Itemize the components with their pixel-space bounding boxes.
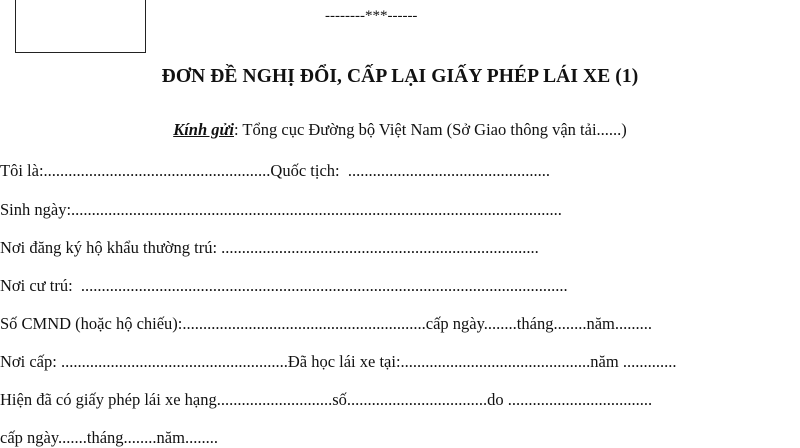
- field-license-issue-date: cấp ngày.......tháng........năm........: [0, 428, 218, 447]
- recipient-line: [0, 120, 800, 140]
- photo-box: [15, 0, 146, 53]
- recipient-text: : Tổng cục Đường bộ Việt Nam (Sở Giao thông vận tải......): [234, 120, 627, 139]
- header-separator: --------***------: [325, 8, 418, 24]
- field-full-name-nationality: Tôi là:.......................................................Quốc tịch: .................................................: [0, 161, 550, 180]
- field-date-of-birth: Sinh ngày:.......................................................................................................................: [0, 200, 562, 219]
- field-current-residence: Nơi cư trú: ......................................................................................................................: [0, 276, 568, 295]
- field-id-number: Số CMND (hoặc hộ chiếu):...........................................................cấp ngày........tháng........năm.........: [0, 314, 652, 333]
- page-title: ĐƠN ĐỀ NGHỊ ĐỔI, CẤP LẠI GIẤY PHÉP LÁI XE (1): [161, 66, 639, 87]
- recipient-lead: Kính gửi: [173, 120, 234, 139]
- field-issue-place-driving-school: Nơi cấp: .......................................................Đã học lái xe tại:..............................................năm .............: [0, 352, 677, 371]
- field-current-license: Hiện đã có giấy phép lái xe hạng............................số..................................do ...................................: [0, 390, 653, 409]
- field-permanent-residence: Nơi đăng ký hộ khẩu thường trú: .............................................................................: [0, 238, 539, 257]
